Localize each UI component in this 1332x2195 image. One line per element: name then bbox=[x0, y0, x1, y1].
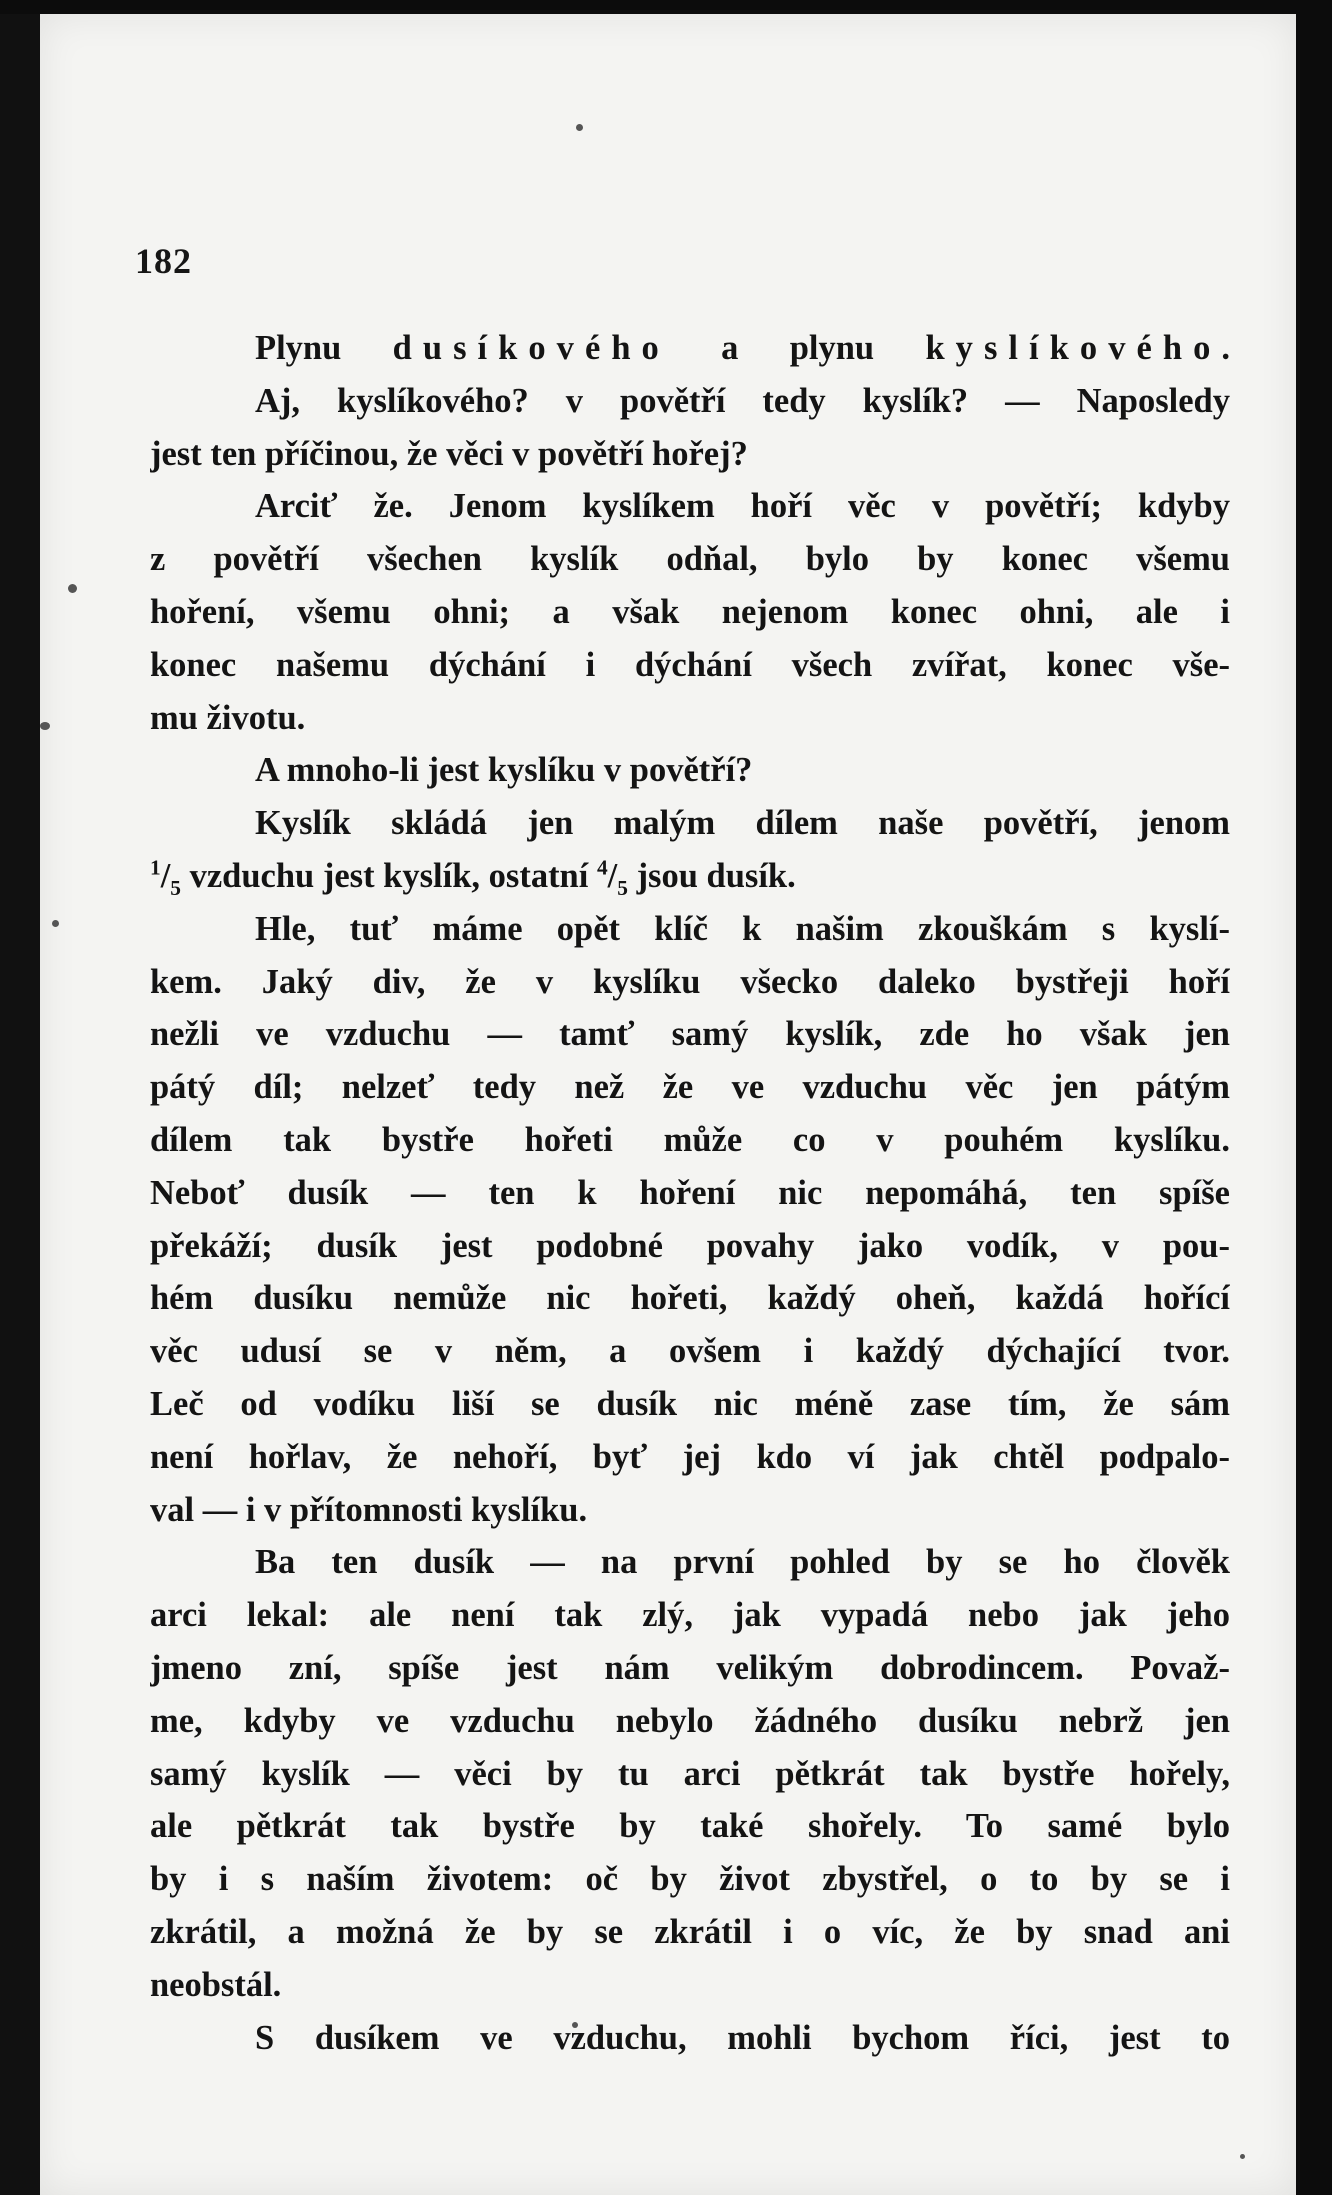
text-line-fractions: $^1/_5$ vzduchu jest kyslík, ostatní $^4/_5$ jsou dusík. bbox=[150, 855, 796, 900]
text-line: by i s naším životem: oč by život zbystřel, o to by se i bbox=[150, 1860, 1230, 1899]
paper-speck bbox=[1240, 2154, 1245, 2159]
text-line: samý kyslík — věci by tu arci pětkrát tak bystře hořely, bbox=[150, 1754, 1230, 1793]
text-line: neobstál. bbox=[150, 1965, 282, 2004]
body-text bbox=[150, 322, 1230, 2064]
text-line: hém dusíku nemůže nic hořeti, každý oheň, každá hořící bbox=[150, 1279, 1230, 1318]
paper-speck bbox=[40, 722, 50, 730]
text-line: Hle, tuť máme opět klíč k našim zkouškám s kyslí- bbox=[255, 909, 1230, 948]
text-line: z povětří všechen kyslík odňal, bylo by konec všemu bbox=[150, 540, 1230, 579]
text-line-heading: Plynu dusíkového a plynu kyslíkového. bbox=[255, 329, 1230, 367]
paper-speck bbox=[52, 920, 59, 927]
text-line: zkrátil, a možná že by se zkrátil i o víc, že by snad ani bbox=[150, 1912, 1230, 1951]
paper-speck bbox=[68, 584, 77, 593]
scan-border-top bbox=[0, 0, 1332, 14]
text-line: hoření, všemu ohni; a však nejenom konec ohni, ale i bbox=[150, 592, 1230, 631]
text-line: konec našemu dýchání i dýchání všech zvířat, konec vše- bbox=[150, 645, 1230, 684]
scan-border-right bbox=[1296, 0, 1332, 2195]
text-line: mu životu. bbox=[150, 698, 306, 737]
text-line: ale pětkrát tak bystře by také shořely. To samé bylo bbox=[150, 1807, 1230, 1846]
text-line: arci lekal: ale není tak zlý, jak vypadá nebo jak jeho bbox=[150, 1596, 1230, 1635]
text-line: Neboť dusík — ten k hoření nic nepomáhá, ten spíše bbox=[150, 1173, 1230, 1212]
text-line: věc udusí se v něm, a ovšem i každý dýchající tvor. bbox=[150, 1332, 1230, 1371]
text-line: nežli ve vzduchu — tamť samý kyslík, zde ho však jen bbox=[150, 1015, 1230, 1054]
text-line: pátý díl; nelzeť tedy než že ve vzduchu věc jen pátým bbox=[150, 1068, 1230, 1107]
text-line: není hořlav, že nehoří, byť jej kdo ví jak chtěl podpalo- bbox=[150, 1437, 1230, 1476]
text-line: překáží; dusík jest podobné povahy jako vodík, v pou- bbox=[150, 1226, 1230, 1265]
text-line: me, kdyby ve vzduchu nebylo žádného dusíku nebrž jen bbox=[150, 1701, 1230, 1740]
text-line: Kyslík skládá jen malým dílem naše povětří, jenom bbox=[255, 804, 1230, 843]
text-line: Ba ten dusík — na první pohled by se ho člověk bbox=[255, 1543, 1230, 1582]
text-line: val — i v přítomnosti kyslíku. bbox=[150, 1490, 588, 1529]
text-line: Leč od vodíku liší se dusík nic méně zase tím, že sám bbox=[150, 1384, 1230, 1423]
page-number: 182 bbox=[135, 241, 192, 281]
text-line: dílem tak bystře hořeti může co v pouhém kyslíku. bbox=[150, 1120, 1230, 1159]
text-line: jmeno zní, spíše jest nám velikým dobrodincem. Považ- bbox=[150, 1648, 1230, 1687]
text-line: Aj, kyslíkového? v povětří tedy kyslík? — Naposledy bbox=[255, 381, 1230, 420]
text-line: S dusíkem ve vzduchu, mohli bychom říci, jest to bbox=[255, 2018, 1230, 2057]
text-line: Arciť že. Jenom kyslíkem hoří věc v povětří; kdyby bbox=[255, 487, 1230, 526]
paper-speck bbox=[576, 124, 583, 131]
text-line: A mnoho-li jest kyslíku v povětří? bbox=[255, 751, 753, 790]
text-line: jest ten příčinou, že věci v povětří hořej? bbox=[150, 434, 748, 473]
text-line: kem. Jaký div, že v kyslíku všecko daleko bystřeji hoří bbox=[150, 962, 1230, 1001]
